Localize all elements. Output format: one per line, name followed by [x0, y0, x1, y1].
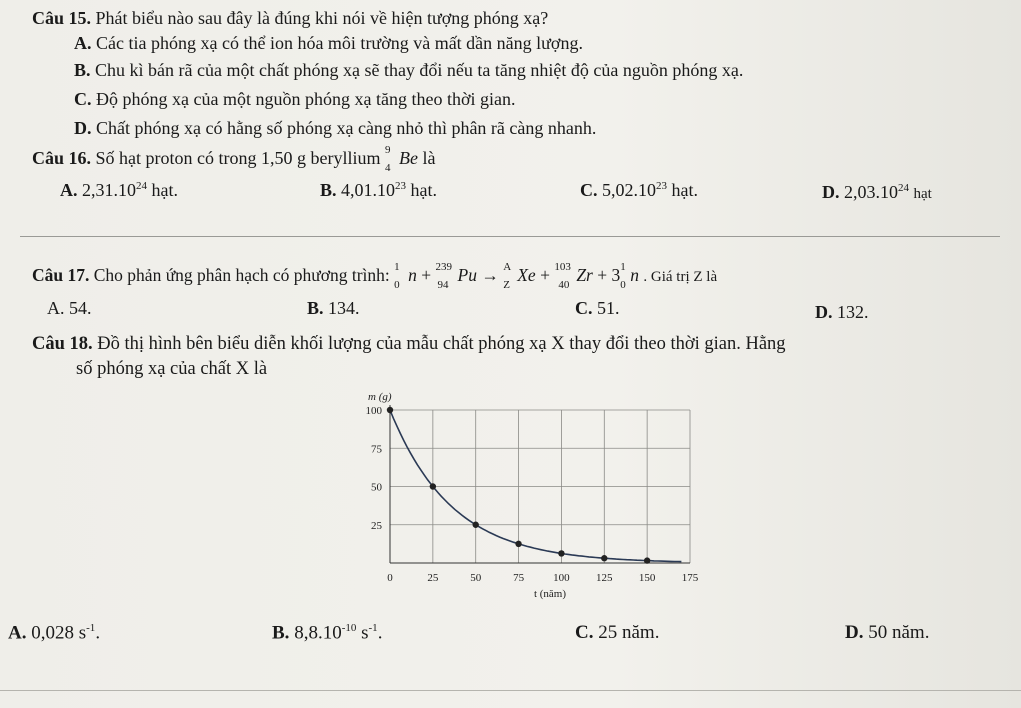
q16-nuclide: 9 4 Be — [384, 144, 418, 174]
q18-title: Câu 18. — [32, 334, 93, 354]
data-point — [515, 541, 521, 547]
q16-option-a[interactable]: A. 2,31.10$^{24}$ hạt. — [60, 180, 178, 200]
eq-neutron-out: 1 0 n — [620, 261, 639, 291]
decay-chart-svg — [345, 385, 725, 615]
q15-option-b[interactable] — [74, 59, 743, 81]
q18-option-a[interactable]: A. 0,028 $s^{-1}$. — [8, 622, 101, 644]
data-point — [430, 483, 436, 489]
data-point — [473, 522, 479, 528]
q17-option-b[interactable]: B. 134. — [307, 298, 360, 318]
q16-title: Câu 16. — [32, 148, 92, 168]
q15-option-b-label: B. — [74, 60, 91, 80]
q18-option-c[interactable]: C. 25 năm. — [575, 622, 660, 643]
x-tick-label: 100 — [553, 572, 570, 584]
q15-option-c[interactable] — [74, 88, 515, 110]
y-tick-label: 100 — [365, 405, 382, 417]
q15-option-d-label: D. — [74, 118, 92, 138]
q16-stem-text: Số hạt proton có trong 1,50 g beryllium — [95, 148, 381, 168]
eq-neutron-in: 1 0 n — [394, 261, 417, 291]
x-tick-label: 75 — [513, 572, 525, 584]
q15-option-a-text: Các tia phóng xạ có thể ion hóa môi trường và mất dần năng lượng. — [96, 33, 583, 53]
q17-option-a[interactable]: A. 54. — [47, 298, 92, 318]
q16-stem — [32, 144, 436, 174]
y-tick-label: 50 — [371, 481, 382, 494]
section-divider — [20, 236, 1000, 237]
q17-title: Câu 17. — [32, 265, 90, 285]
q15-option-c-label: C. — [74, 89, 92, 109]
eq-xenon: A Z Xe — [503, 261, 536, 291]
q15-option-a[interactable] — [74, 32, 583, 54]
x-tick-label: 25 — [427, 572, 439, 584]
y-tick-label: 75 — [371, 443, 382, 456]
x-tick-label: 150 — [638, 572, 656, 584]
decay-chart — [345, 385, 725, 615]
q18-stem-line2: số phóng xạ của chất X là — [76, 359, 268, 379]
q17-option-d[interactable]: D. 132. — [815, 302, 869, 322]
q15-option-c-text: Độ phóng xạ của một nguồn phóng xạ tăng theo thời gian. — [96, 89, 516, 109]
q15-option-a-label: A. — [74, 33, 92, 53]
x-tick-label: 50 — [470, 572, 482, 584]
eq-zirconium: 103 40 Zr — [554, 261, 593, 291]
x-tick-label: 0 — [387, 572, 393, 584]
q16-option-b[interactable]: B. 4,01.10$^{23}$ hạt. — [320, 180, 438, 200]
data-point — [387, 407, 393, 413]
y-tick-label: 25 — [371, 519, 382, 532]
q15-stem — [32, 7, 548, 29]
y-axis-label: m (g) — [368, 391, 392, 403]
q17-stem: Câu 17. Cho phản ứng phân hạch có phương trình: 1 0 n + 239 94 Pu → A Z Xe + 103 40 Zr + 3 1 0 n . Giá trị Z là — [32, 261, 718, 291]
q16-stem-end: là — [422, 148, 436, 168]
data-point — [558, 550, 564, 556]
q15-option-b-text: Chu kì bán rã của một chất phóng xạ sẽ thay đổi nếu ta tăng nhiệt độ của nguồn phóng xạ. — [95, 60, 744, 80]
q15-option-d-text: Chất phóng xạ có hằng số phóng xạ càng nhỏ thì phân rã càng nhanh. — [96, 118, 597, 138]
q18-stem-text: Đồ thị hình bên biểu diễn khối lượng của mẫu chất phóng xạ X thay đổi theo thời gian. Hằng — [97, 334, 786, 354]
x-tick-label: 175 — [681, 572, 699, 584]
x-tick-label: 125 — [596, 572, 613, 584]
data-point — [601, 555, 607, 561]
q18-option-d[interactable]: D. 50 năm. — [845, 622, 930, 643]
bottom-divider — [0, 690, 1021, 691]
x-axis-label: t (năm) — [533, 588, 567, 600]
q18-option-b[interactable]: B. $8,8.10^{-10}$ $s^{-1}$. — [272, 622, 383, 644]
q15-stem-text: Phát biểu nào sau đây là đúng khi nói về hiện tượng phóng xạ? — [95, 8, 549, 28]
q17-stem-end: . Giá trị Z là — [643, 269, 718, 285]
eq-arrow: → — [481, 265, 499, 285]
q16-option-c[interactable]: C. 5,02.10$^{23}$ hạt. — [580, 180, 698, 200]
data-point — [644, 557, 650, 563]
q16-option-d[interactable]: D. 2,03.10$^{24}$ hạt — [822, 182, 932, 202]
eq-plutonium: 239 94 Pu — [435, 261, 477, 291]
q15-title: Câu 15. — [32, 8, 92, 28]
q15-option-d[interactable] — [74, 117, 596, 139]
q18-stem-line1 — [32, 333, 786, 355]
q17-option-c[interactable]: C. 51. — [575, 298, 620, 318]
q17-stem-text: Cho phản ứng phân hạch có phương trình: — [93, 265, 390, 285]
